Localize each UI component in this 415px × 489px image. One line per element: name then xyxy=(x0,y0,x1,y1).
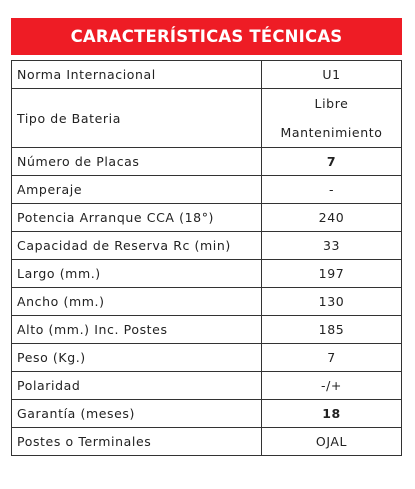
table-row xyxy=(12,176,402,204)
spec-value: 7 xyxy=(262,148,402,176)
spec-label: Amperaje xyxy=(12,176,262,204)
spec-value: 130 xyxy=(262,288,402,316)
spec-label: Capacidad de Reserva Rc (min) xyxy=(12,232,262,260)
table-row xyxy=(12,148,402,176)
spec-value: 197 xyxy=(262,260,402,288)
spec-value: 7 xyxy=(262,344,402,372)
spec-label: Largo (mm.) xyxy=(12,260,262,288)
table-row xyxy=(12,372,402,400)
table-row xyxy=(12,61,402,89)
spec-value xyxy=(262,89,402,148)
spec-value: -/+ xyxy=(262,372,402,400)
page-title: CARACTERÍSTICAS TÉCNICAS xyxy=(70,27,343,46)
table-row xyxy=(12,232,402,260)
spec-label: Postes o Terminales xyxy=(12,428,262,456)
table-row xyxy=(12,288,402,316)
spec-label: Peso (Kg.) xyxy=(12,344,262,372)
spec-label: Norma Internacional xyxy=(12,61,262,89)
spec-label: Tipo de Bateria xyxy=(12,89,262,148)
spec-value: 240 xyxy=(262,204,402,232)
table-row xyxy=(12,400,402,428)
header-banner xyxy=(11,18,402,55)
spec-value-line: Libre xyxy=(314,96,349,111)
spec-value: - xyxy=(262,176,402,204)
spec-label: Polaridad xyxy=(12,372,262,400)
spec-label: Ancho (mm.) xyxy=(12,288,262,316)
table-row xyxy=(12,89,402,148)
table-row xyxy=(12,316,402,344)
spec-label: Potencia Arranque CCA (18°) xyxy=(12,204,262,232)
spec-value: U1 xyxy=(262,61,402,89)
table-row xyxy=(12,260,402,288)
spec-value: OJAL xyxy=(262,428,402,456)
spec-label: Garantía (meses) xyxy=(12,400,262,428)
spec-value: 185 xyxy=(262,316,402,344)
spec-value-line: Mantenimiento xyxy=(280,125,383,140)
spec-value: 33 xyxy=(262,232,402,260)
spec-label: Alto (mm.) Inc. Postes xyxy=(12,316,262,344)
spec-value: 18 xyxy=(262,400,402,428)
spec-label: Número de Placas xyxy=(12,148,262,176)
table-row xyxy=(12,428,402,456)
table-row xyxy=(12,344,402,372)
table-row xyxy=(12,204,402,232)
specs-table xyxy=(11,60,402,456)
